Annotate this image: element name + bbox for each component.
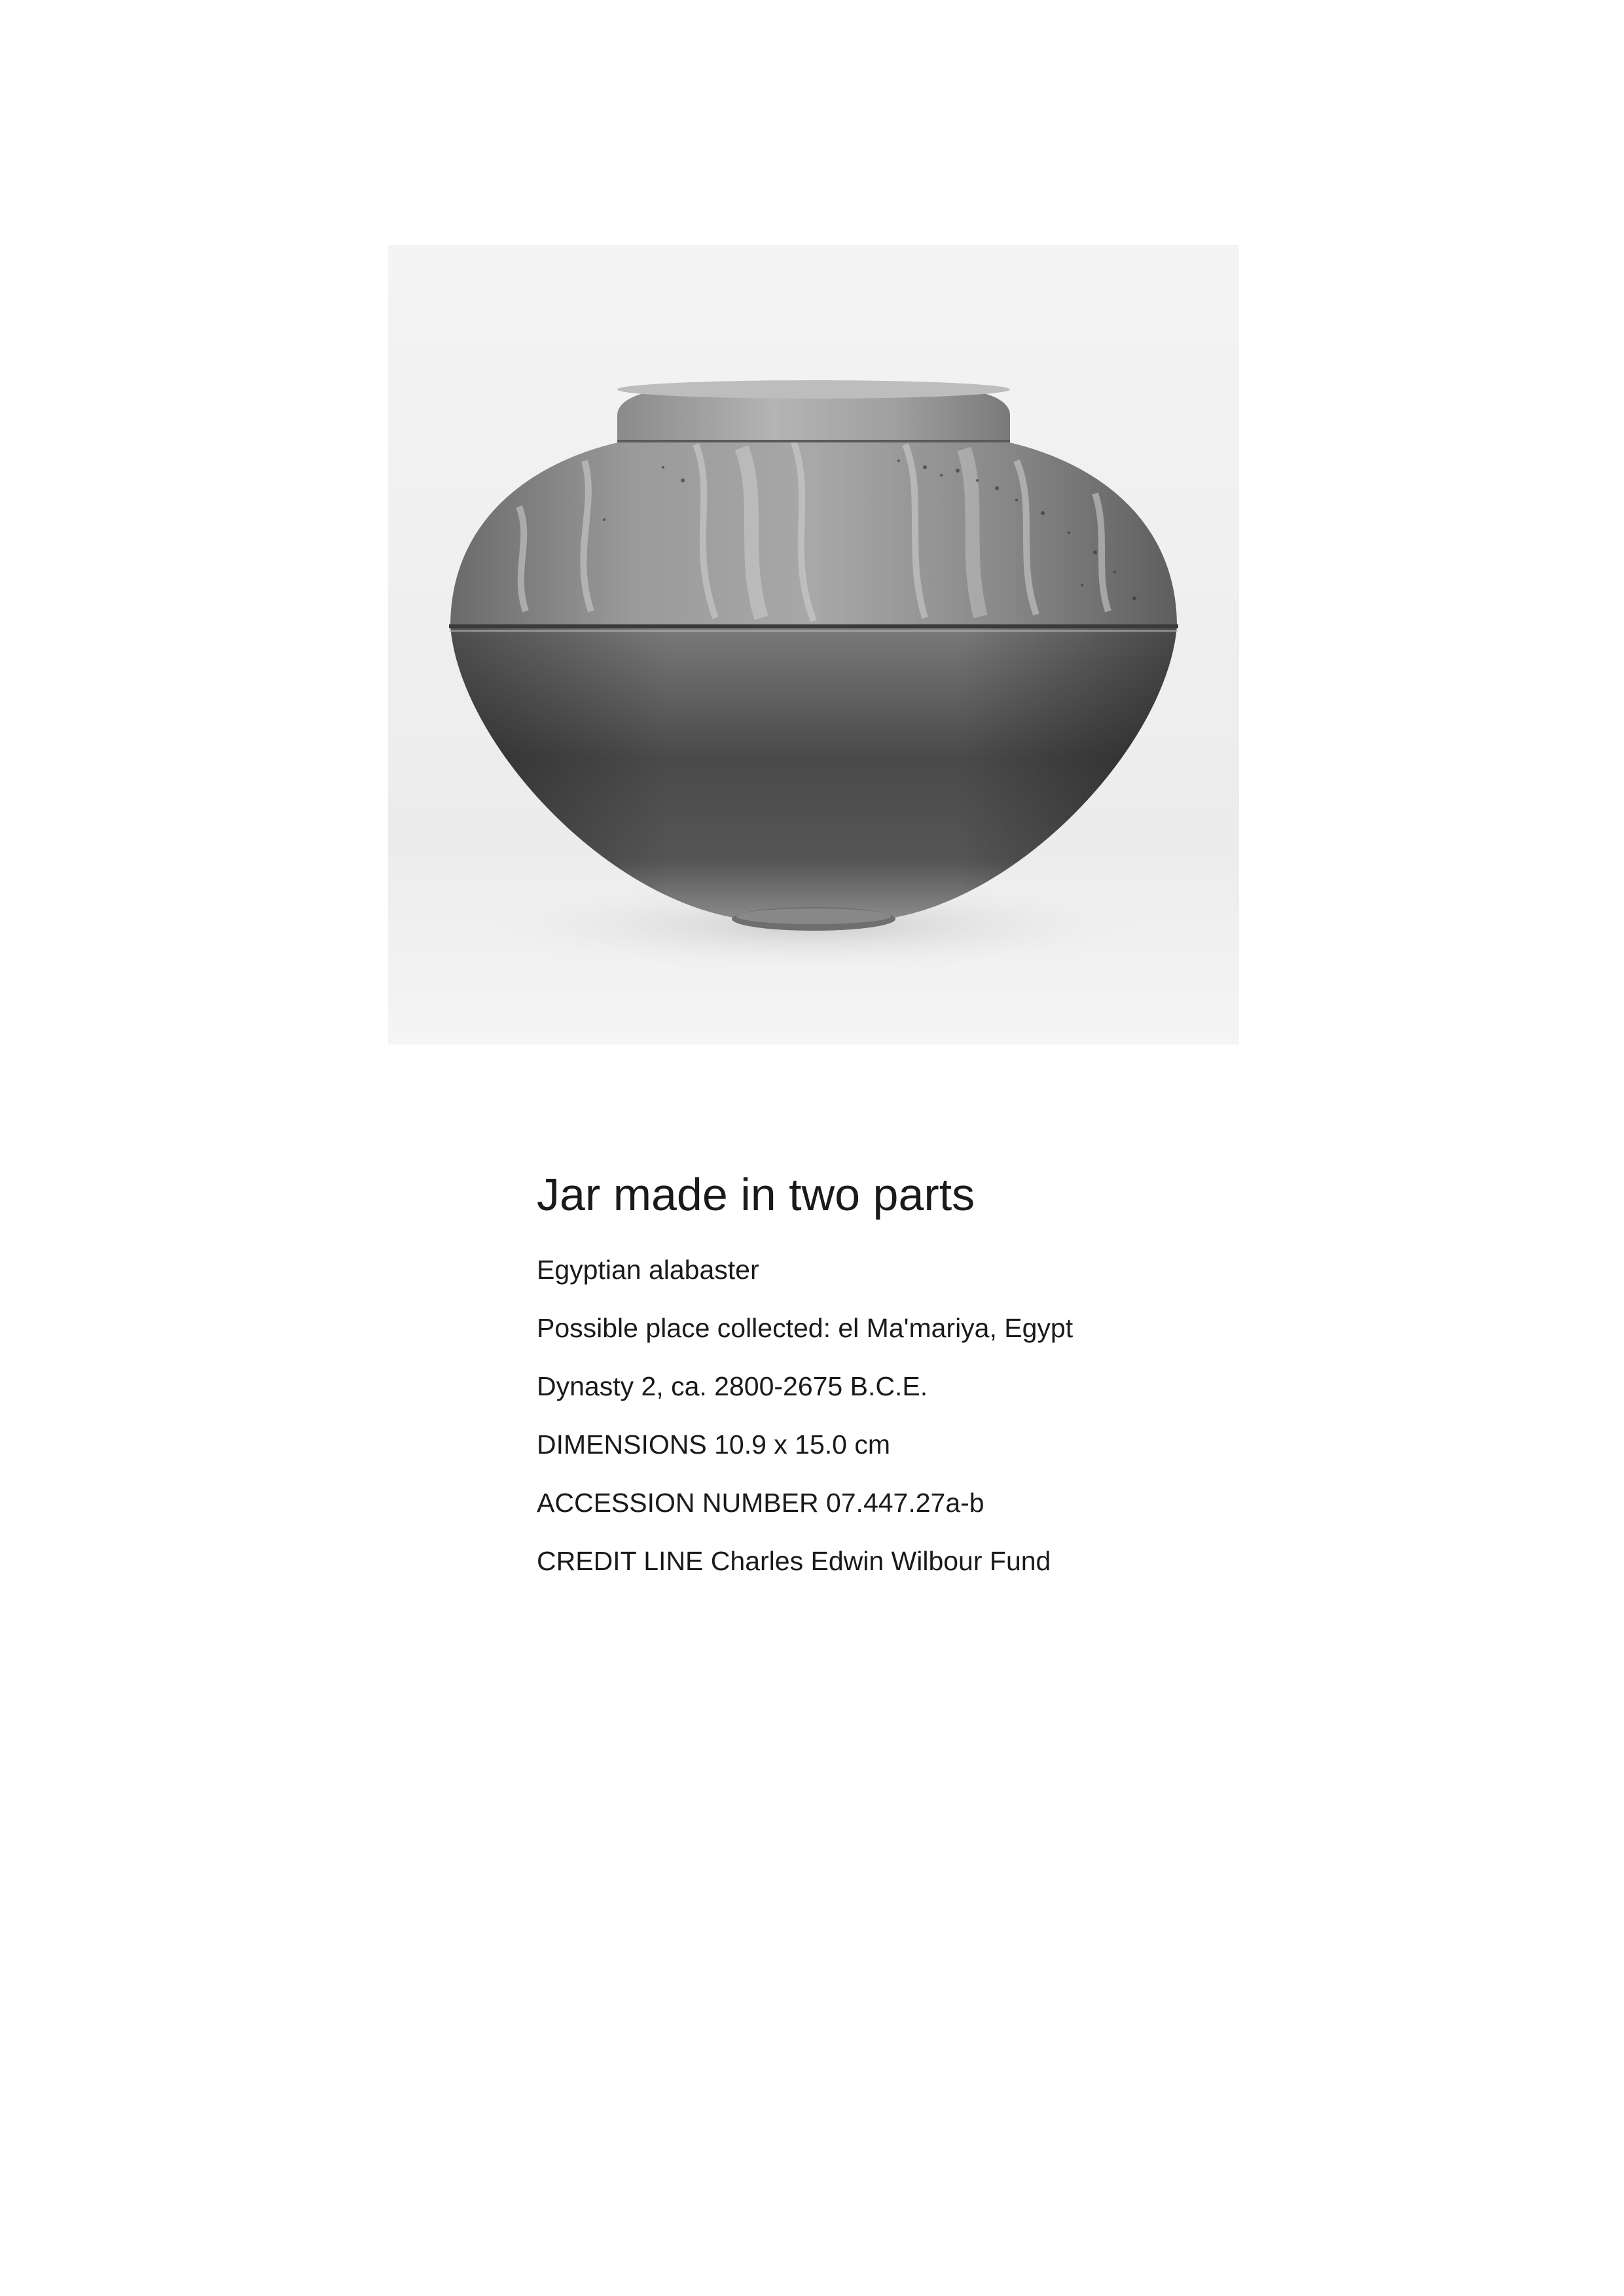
- object-accession-number: ACCESSION NUMBER 07.447.27a-b: [537, 1488, 984, 1518]
- object-credit-line: CREDIT LINE Charles Edwin Wilbour Fund: [537, 1546, 1051, 1576]
- object-medium: Egyptian alabaster: [537, 1255, 759, 1285]
- object-title: Jar made in two parts: [537, 1169, 975, 1220]
- object-place: Possible place collected: el Ma'mariya, Egypt: [537, 1313, 1074, 1343]
- object-date: Dynasty 2, ca. 2800-2675 B.C.E.: [537, 1371, 928, 1401]
- object-caption: [537, 1169, 1388, 1606]
- jar-illustration: [388, 245, 1239, 1045]
- object-photograph: [388, 245, 1239, 1045]
- object-dimensions: DIMENSIONS 10.9 x 15.0 cm: [537, 1429, 891, 1460]
